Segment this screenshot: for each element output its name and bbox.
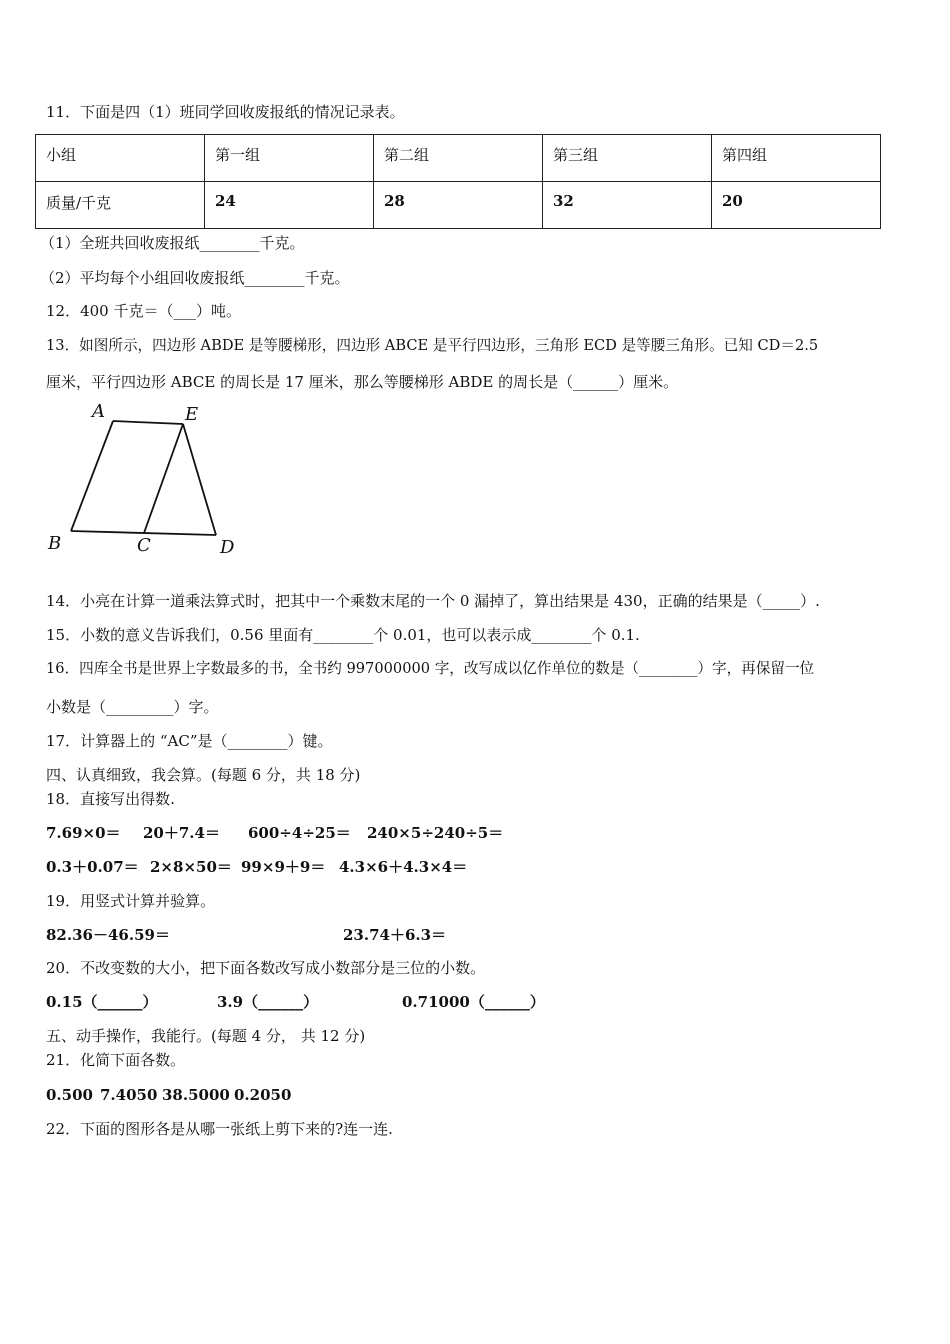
q12: 12．400 千克＝（___）吨。 <box>46 302 241 320</box>
q16-line1: 16．四库全书是世界上字数最多的书，全书约 997000000 字，改写成以亿作单位的数是（________）字，再保留一位 <box>46 660 815 677</box>
q11-title: 11．下面是四（1）班同学回收废报纸的情况记录表。 <box>46 103 405 121</box>
q20-item: 0.15（______） <box>46 993 158 1011</box>
q22: 22．下面的图形各是从哪一张纸上剪下来的?连一连. <box>46 1120 393 1138</box>
q20-title: 20．不改变数的大小，把下面各数改写成小数部分是三位的小数。 <box>46 959 486 977</box>
q11-sub2: （2）平均每个小组回收废报纸________千克。 <box>40 269 350 287</box>
q21-item: 0.2050 <box>234 1086 292 1104</box>
q18-title: 18．直接写出得数. <box>46 790 175 808</box>
q20-item: 0.71000（______） <box>402 993 545 1011</box>
q18-item: 240×5÷240÷5＝ <box>367 824 504 842</box>
table-header-cell: 第四组 <box>712 135 881 182</box>
trapezoid-figure <box>40 398 260 563</box>
table-cell: 质量/千克 <box>36 182 205 229</box>
segment-ab <box>71 421 113 531</box>
label-b: B <box>48 533 62 554</box>
label-a: A <box>92 401 105 422</box>
q17: 17．计算器上的 “AC”是（________）键。 <box>46 732 333 750</box>
q21-item: 7.4050 <box>100 1086 158 1104</box>
q14: 14．小亮在计算一道乘法算式时，把其中一个乘数末尾的一个 0 漏掉了，算出结果是 430，正确的结果是（_____）. <box>46 592 820 610</box>
table-header-cell: 小组 <box>36 135 205 182</box>
q21-item: 0.500 <box>46 1086 93 1104</box>
q18-item: 2×8×50＝ <box>150 858 232 876</box>
record-table <box>35 134 881 229</box>
q18-item: 99×9＋9＝ <box>241 858 326 876</box>
q18-item: 20＋7.4＝ <box>143 824 220 842</box>
label-d: D <box>220 537 235 558</box>
segment-ec <box>144 424 183 533</box>
q11-sub1: （1）全班共回收废报纸________千克。 <box>40 234 305 252</box>
q13-line2: 厘米，平行四边形 ABCE 的周长是 17 厘米，那么等腰梯形 ABDE 的周长是（______）厘米。 <box>46 373 679 391</box>
segment-ae <box>113 421 183 424</box>
table-cell: 32 <box>543 182 712 229</box>
q13-line1: 13．如图所示，四边形 ABDE 是等腰梯形，四边形 ABCE 是平行四边形，三角形 ECD 是等腰三角形。已知 CD＝2.5 <box>46 337 819 354</box>
section-5-heading: 五、动手操作，我能行。(每题 4 分， 共 12 分) <box>46 1027 366 1045</box>
q18-item: 4.3×6＋4.3×4＝ <box>339 858 468 876</box>
table-cell: 24 <box>205 182 374 229</box>
q20-item: 3.9（______） <box>217 993 319 1011</box>
q18-item: 0.3＋0.07＝ <box>46 858 139 876</box>
q18-item: 7.69×0＝ <box>46 824 121 842</box>
q21-title: 21．化简下面各数。 <box>46 1051 186 1069</box>
section-4-heading: 四、认真细致，我会算。(每题 6 分，共 18 分) <box>46 766 361 784</box>
q16-line2: 小数是（_________）字。 <box>46 698 219 716</box>
table-cell: 28 <box>374 182 543 229</box>
table-cell: 20 <box>712 182 881 229</box>
q21-item: 38.5000 <box>162 1086 230 1104</box>
q18-item: 600÷4÷25＝ <box>248 824 351 842</box>
label-e: E <box>185 404 199 425</box>
table-header-cell: 第三组 <box>543 135 712 182</box>
q19-item: 82.36－46.59＝ <box>46 926 170 944</box>
table-header-cell: 第一组 <box>205 135 374 182</box>
table-header-cell: 第二组 <box>374 135 543 182</box>
label-c: C <box>137 535 151 556</box>
q19-item: 23.74＋6.3＝ <box>343 926 447 944</box>
segment-ed <box>183 424 216 535</box>
q15: 15．小数的意义告诉我们，0.56 里面有________个 0.01，也可以表示成________个 0.1. <box>46 626 640 644</box>
q19-title: 19．用竖式计算并验算。 <box>46 892 216 910</box>
